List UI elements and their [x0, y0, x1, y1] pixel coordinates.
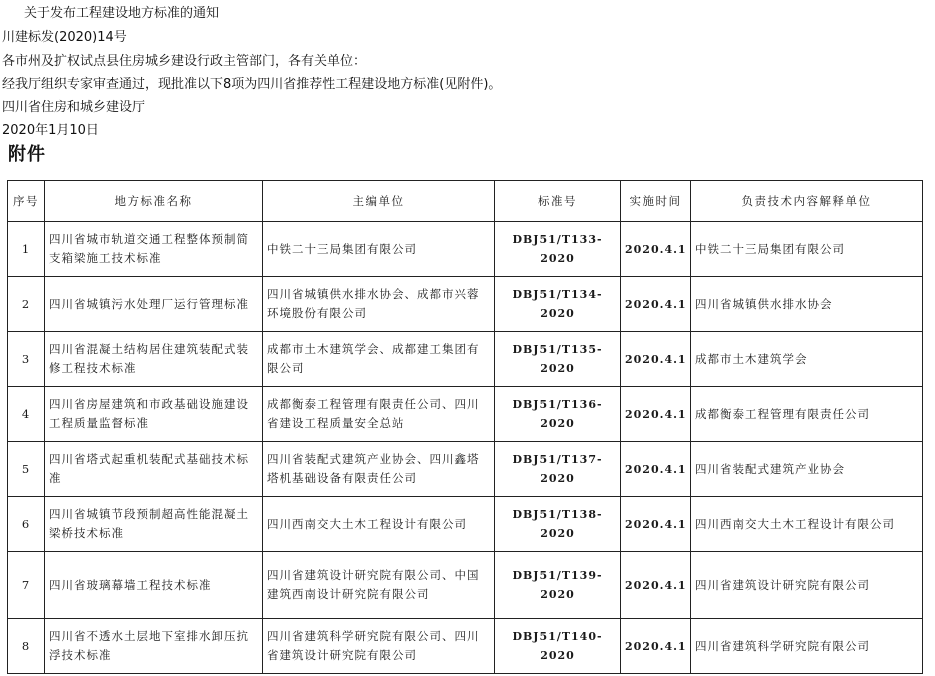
cell-effective: 2020.4.1: [621, 222, 691, 277]
cell-editor: 四川省城镇供水排水协会、成都市兴蓉环境股份有限公司: [263, 277, 495, 332]
cell-effective: 2020.4.1: [621, 552, 691, 619]
cell-editor: 成都衡泰工程管理有限责任公司、四川省建设工程质量安全总站: [263, 387, 495, 442]
cell-code: DBJ51/T137-2020: [495, 442, 621, 497]
cell-name: 四川省城镇污水处理厂运行管理标准: [45, 277, 263, 332]
cell-code: DBJ51/T135-2020: [495, 332, 621, 387]
cell-effective: 2020.4.1: [621, 497, 691, 552]
table-row: [8, 552, 923, 619]
cell-editor: 四川省建筑设计研究院有限公司、中国建筑西南设计研究院有限公司: [263, 552, 495, 619]
cell-no: 7: [8, 552, 45, 619]
cell-editor: 中铁二十三局集团有限公司: [263, 222, 495, 277]
cell-editor: 四川省装配式建筑产业协会、四川鑫塔塔机基础设备有限责任公司: [263, 442, 495, 497]
cell-effective: 2020.4.1: [621, 387, 691, 442]
cell-responsible: 成都衡泰工程管理有限责任公司: [691, 387, 923, 442]
cell-responsible: 四川省城镇供水排水协会: [691, 277, 923, 332]
notice-body: 经我厅组织专家审查通过，现批准以下8项为四川省推荐性工程建设地方标准(见附件)。: [2, 77, 502, 92]
issue-date: 2020年1月10日: [2, 123, 99, 138]
cell-no: 5: [8, 442, 45, 497]
table-row: [8, 387, 923, 442]
table-row: [8, 497, 923, 552]
header-effective: 实施时间: [621, 181, 691, 222]
cell-editor: 四川省建筑科学研究院有限公司、四川省建筑设计研究院有限公司: [263, 619, 495, 674]
cell-responsible: 中铁二十三局集团有限公司: [691, 222, 923, 277]
cell-responsible: 四川省建筑科学研究院有限公司: [691, 619, 923, 674]
addressee: 各市州及扩权试点县住房城乡建设行政主管部门，各有关单位：: [2, 54, 367, 69]
cell-name: 四川省混凝土结构居住建筑装配式装修工程技术标准: [45, 332, 263, 387]
cell-editor: 成都市土木建筑学会、成都建工集团有限公司: [263, 332, 495, 387]
cell-responsible: 四川省装配式建筑产业协会: [691, 442, 923, 497]
cell-editor: 四川西南交大土木工程设计有限公司: [263, 497, 495, 552]
cell-no: 2: [8, 277, 45, 332]
table-header-row: [8, 181, 923, 222]
cell-name: 四川省玻璃幕墙工程技术标准: [45, 552, 263, 619]
cell-no: 4: [8, 387, 45, 442]
cell-responsible: 成都市土木建筑学会: [691, 332, 923, 387]
cell-effective: 2020.4.1: [621, 332, 691, 387]
cell-name: 四川省城市轨道交通工程整体预制简支箱梁施工技术标准: [45, 222, 263, 277]
notice-title: 关于发布工程建设地方标准的通知: [24, 6, 220, 21]
cell-code: DBJ51/T133-2020: [495, 222, 621, 277]
cell-no: 8: [8, 619, 45, 674]
cell-effective: 2020.4.1: [621, 442, 691, 497]
cell-no: 6: [8, 497, 45, 552]
cell-no: 1: [8, 222, 45, 277]
table-row: [8, 332, 923, 387]
header-editor: 主编单位: [263, 181, 495, 222]
cell-effective: 2020.4.1: [621, 619, 691, 674]
cell-name: 四川省不透水土层地下室排水卸压抗浮技术标准: [45, 619, 263, 674]
cell-name: 四川省塔式起重机装配式基础技术标准: [45, 442, 263, 497]
cell-responsible: 四川西南交大土木工程设计有限公司: [691, 497, 923, 552]
table-row: [8, 277, 923, 332]
header-no: 序号: [8, 181, 45, 222]
cell-name: 四川省房屋建筑和市政基础设施建设工程质量监督标准: [45, 387, 263, 442]
cell-code: DBJ51/T136-2020: [495, 387, 621, 442]
cell-responsible: 四川省建筑设计研究院有限公司: [691, 552, 923, 619]
table-row: [8, 442, 923, 497]
header-code: 标准号: [495, 181, 621, 222]
table-row: [8, 222, 923, 277]
table-row: [8, 619, 923, 674]
standards-table: [7, 180, 923, 674]
issuer: 四川省住房和城乡建设厅: [2, 100, 146, 115]
cell-code: DBJ51/T138-2020: [495, 497, 621, 552]
attachment-heading: 附件: [8, 144, 46, 165]
cell-code: DBJ51/T139-2020: [495, 552, 621, 619]
cell-code: DBJ51/T140-2020: [495, 619, 621, 674]
header-responsible: 负责技术内容解释单位: [691, 181, 923, 222]
cell-effective: 2020.4.1: [621, 277, 691, 332]
cell-code: DBJ51/T134-2020: [495, 277, 621, 332]
cell-name: 四川省城镇节段预制超高性能混凝土梁桥技术标准: [45, 497, 263, 552]
document-number: 川建标发(2020)14号: [2, 30, 127, 45]
cell-no: 3: [8, 332, 45, 387]
header-name: 地方标准名称: [45, 181, 263, 222]
